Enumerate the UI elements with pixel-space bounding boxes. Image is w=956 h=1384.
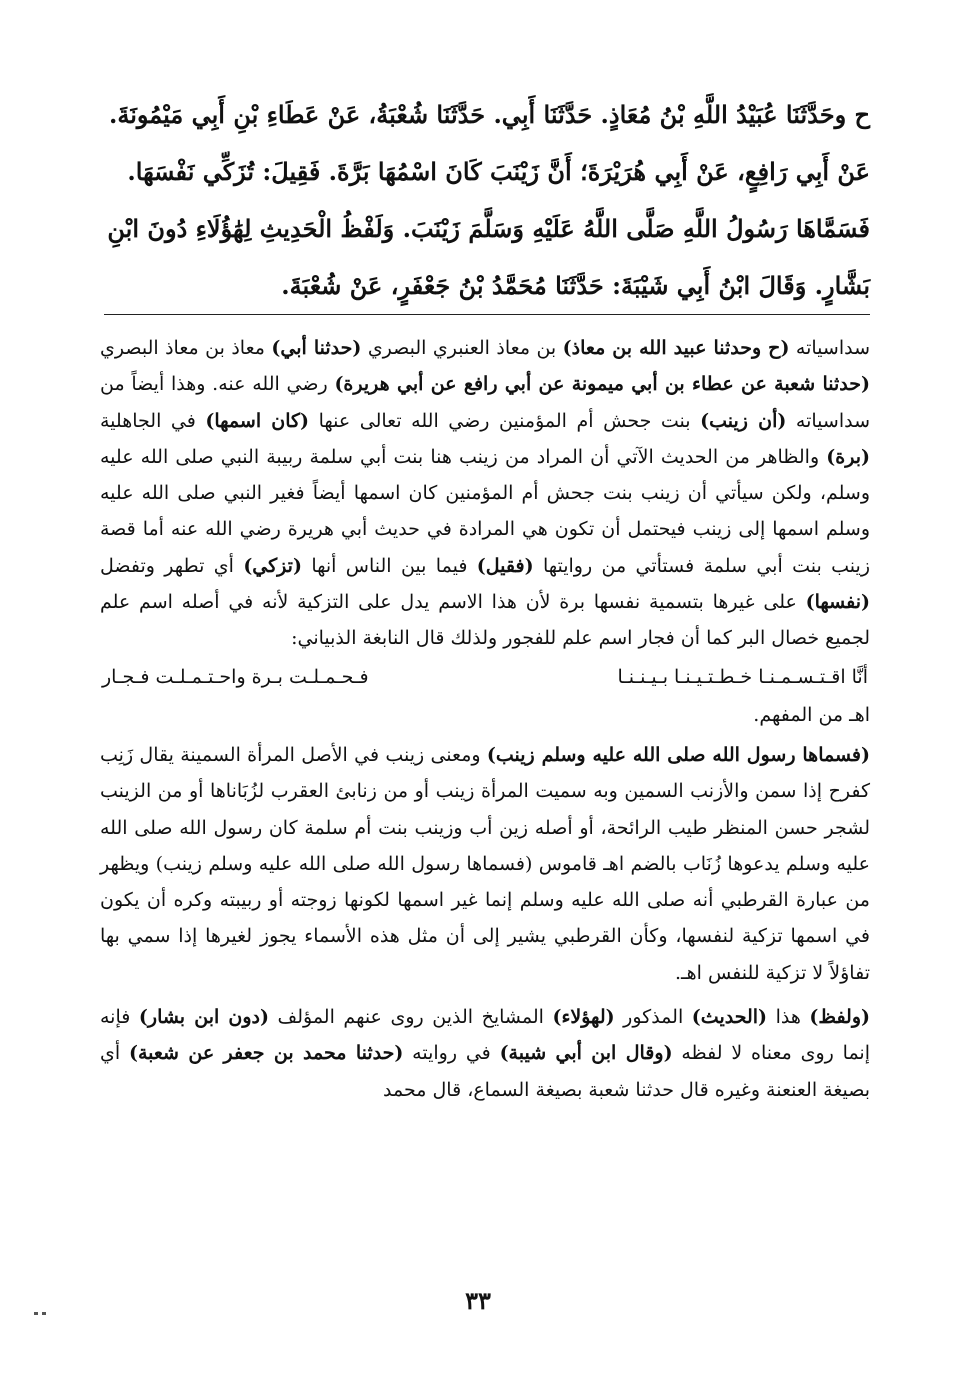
bold-quote: (وقال ابن أبي شيبة) [499,1042,673,1065]
commentary-text: بن معاذ العنبري البصري [361,337,563,359]
commentary-text: في روايته [403,1042,500,1065]
commentary-text: فإنه إنما روى معناه لا لفظه [100,1006,871,1065]
bold-quote: (نفسها) [805,591,870,614]
scan-speck [34,1300,60,1304]
poem-hemistich-left: فـحـمـلـت بـرة واحـتـمـلـت فـجـار [102,665,369,688]
commentary-text: رضي الله عنه. وهذا أيضاً من سداسياته [100,373,870,432]
bold-quote: (ولفظ) [809,1006,871,1029]
commentary-paragraph [100,999,870,1108]
page-number: ٣٣ [465,1286,491,1315]
hadith-line: عَنْ أَبِي رَافِعٍ، عَنْ أَبِي هُرَيْرَةَ؛ أَنَّ زَيْنَبَ كَانَ اسْمُهَا بَرَّةَ. فَقِيلَ: تُزَكِّي نَفْسَهَا. [127,157,870,186]
commentary-text: المشايخ الذين روى عنهم المؤلف [268,1006,553,1029]
commentary-text: هذا [767,1006,810,1029]
hadith-line: فَسَمَّاهَا رَسُولُ اللَّهِ صَلَّى اللَّهُ عَلَيْهِ وَسَلَّمَ زَيْنَبَ. وَلَفْظُ الْحَدِيثِ لِهَٰؤُلَاءِ دُونَ ابْنِ [107,214,870,243]
commentary-text: والظاهر من الحديث الآتي أن المراد من زينب هنا بنت أبي سلمة ربيبة النبي صلى الله عليه وسلم، ولكن سيأتي أن زينب بنت جحش أم المؤمنين كان اسمها أيضاً فغير النبي صلى الله عليه وسلم اسمها إلى زينب فيحتمل أن تكون هي المرادة في حديث أبي هريرة رضي الله عنه أما قصة زينب بنت أبي سلمة فستأتي من روايتها [100,445,870,577]
bold-quote: (لهؤلاء) [552,1006,615,1029]
commentary-text: بنت جحش أم المؤمنين رضي الله تعالى عنها [309,409,701,432]
commentary-text: ومعنى زينب في الأصل المرأة السمينة يقال زَنِب كفرح إذا سمن والأزنب السمين وبه سميت المرأة زينب أو من زنابئ العقرب لزُبَاناها أو من الزينب لشجر حسن المنظر طيب الرائحة، أو أصله زين أب وزينب بنت أم سلمة كان رسول الله صلى الله عليه وسلم يدعوها زُنَاب بالضم اهـ قاموس (فسماها رسول الله صلى الله عليه وسلم زينب) ويظهر من عبارة القرطبي أنه صلى الله عليه وسلم إنما غير اسمها لكونها زوجته أو ربيبته وكره أن يكون في اسمها تزكية لنفسها، وكأن القرطبي يشير إلى أن مثل هذه الأسماء يجوز لغيرها إذا سمي بها تفاؤلاً لا تزكية للنفس اهـ. [100,743,870,984]
bold-quote: (الحديث) [691,1006,768,1029]
hadith-line: بَشَّارٍ. وَقَالَ ابْنُ أَبِي شَيْبَةَ: حَدَّثَنَا مُحَمَّدُ بْنُ جَعْفَرٍ، عَنْ شُعْبَةَ. [281,271,870,300]
bold-quote: (برة) [826,445,870,468]
bold-quote: (كان اسمها) [205,409,310,432]
bold-quote: (تزكي) [243,554,302,577]
commentary-text: في الجاهلية [100,409,206,432]
commentary-text: فيما بين الناس أنها [301,554,477,577]
bold-quote: (حدثنا محمد بن جعفر عن شعبة) [128,1042,404,1065]
commentary-text: أي تطهر وتفضل [100,554,244,577]
poem-verse [100,657,870,697]
bold-quote: (حدثنا أبي) [271,337,362,359]
bold-quote: (فقيل) [476,554,534,577]
commentary-paragraph [100,330,870,657]
commentary-text: المذكور [614,1006,692,1029]
bold-quote: (أن زينب) [700,409,787,432]
commentary-text: أي بصيغة العنعنة وغيره قال حدثنا شعبة بصيغة السماع، قال محمد [100,1042,870,1101]
bold-quote: (فسماها رسول الله صلى الله عليه وسلم زينب) [486,743,870,766]
commentary-text: سداسياته [789,337,870,359]
hadith-text [100,86,870,314]
commentary [100,330,870,1108]
bold-quote: (حدثنا شعبة عن عطاء بن أبي ميمونة عن أبي رافع عن أبي هريرة) [334,373,870,396]
bold-quote: (دون ابن بشار) [138,1006,269,1029]
commentary-paragraph [100,737,870,991]
commentary-text: على غيرها بتسمية نفسها برة لأن هذا الاسم يدل على التزكية لأنه في أصله اسم علم لجميع خصال البر كما أن فجار اسم علم للفجور ولذلك قال النابغة الذبياني: [100,591,870,650]
bold-quote: (ح وحدثنا عبيد الله بن معاذ) [562,337,790,359]
separator-rule [104,314,870,315]
poem-hemistich-right: أنَّا اقـتـسـمـنـا خـطـتـيـنـا بـيـنـنـا [617,665,868,688]
commentary-text: معاذ بن معاذ البصري [100,337,272,359]
citation-line: اهـ من المفهم. [753,703,870,726]
hadith-line: ح وحَدَّثَنَا عُبَيْدُ اللَّهِ بْنُ مُعَاذٍ. حَدَّثَنَا أَبِي. حَدَّثَنَا شُعْبَةُ، عَنْ عَطَاءِ بْنِ أَبِي مَيْمُونَةَ. [108,100,870,129]
